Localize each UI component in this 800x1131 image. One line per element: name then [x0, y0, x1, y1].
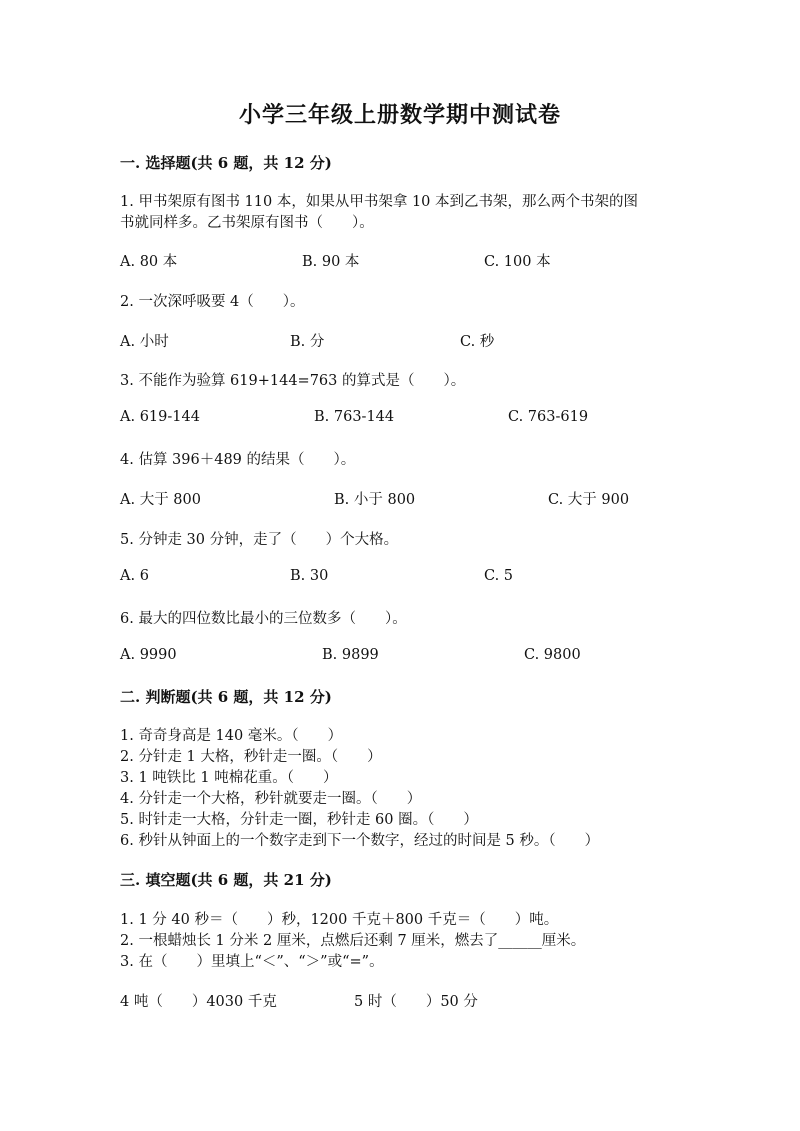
compare-item: 4 吨（ ）4030 千克 [120, 994, 277, 1010]
option-c: C. 秒 [460, 334, 495, 350]
fill-item: 2. 一根蜡烛长 1 分米 2 厘米，点燃后还剩 7 厘米，燃去了______厘米。 [120, 933, 586, 949]
question-1-line2: 书就同样多。乙书架原有图书（ ）。 [120, 215, 374, 231]
option-c: C. 9800 [524, 647, 581, 663]
option-b: B. 小于 800 [334, 492, 416, 508]
judgment-item: 1. 奇奇身高是 140 毫米。（ ） [120, 728, 343, 744]
judgment-item: 3. 1 吨铁比 1 吨棉花重。（ ） [120, 770, 338, 786]
section-heading-judgment: 二. 判断题(共 6 题，共 12 分) [120, 688, 332, 706]
question-6: 6. 最大的四位数比最小的三位数多（ ）。 [120, 611, 407, 627]
judgment-item: 2. 分针走 1 大格，秒针走一圈。（ ） [120, 749, 382, 765]
question-4: 4. 估算 396＋489 的结果（ ）。 [120, 452, 356, 468]
option-a: A. 大于 800 [120, 492, 201, 508]
option-b: B. 90 本 [302, 254, 360, 270]
option-c: C. 100 本 [484, 254, 551, 270]
option-a: A. 小时 [120, 334, 169, 350]
fill-item: 3. 在（ ）里填上“＜”、“＞”或“=”。 [120, 954, 384, 970]
option-b: B. 763-144 [314, 409, 395, 425]
question-5: 5. 分钟走 30 分钟，走了（ ）个大格。 [120, 532, 399, 548]
judgment-item: 6. 秒针从钟面上的一个数字走到下一个数字，经过的时间是 5 秒。（ ） [120, 833, 600, 849]
option-a: A. 6 [120, 568, 149, 584]
compare-item: 5 时（ ）50 分 [354, 994, 478, 1010]
question-3: 3. 不能作为验算 619+144=763 的算式是（ ）。 [120, 373, 466, 389]
option-a: A. 619-144 [120, 409, 200, 425]
option-b: B. 9899 [322, 647, 379, 663]
option-b: B. 分 [290, 334, 325, 350]
judgment-item: 5. 时针走一大格，分针走一圈，秒针走 60 圈。（ ） [120, 812, 478, 828]
page-title: 小学三年级上册数学期中测试卷 [238, 102, 561, 128]
option-c: C. 763-619 [508, 409, 589, 425]
question-2: 2. 一次深呼吸要 4（ ）。 [120, 294, 305, 310]
option-b: B. 30 [290, 568, 329, 584]
fill-item: 1. 1 分 40 秒＝（ ）秒，1200 千克＋800 千克＝（ ）吨。 [120, 912, 559, 928]
question-1-line1: 1. 甲书架原有图书 110 本，如果从甲书架拿 10 本到乙书架，那么两个书架的图 [120, 194, 639, 210]
option-a: A. 9990 [120, 647, 177, 663]
option-c: C. 5 [484, 568, 514, 584]
section-heading-fill-blank: 三. 填空题(共 6 题，共 21 分) [120, 871, 332, 889]
option-a: A. 80 本 [120, 254, 178, 270]
option-c: C. 大于 900 [548, 492, 630, 508]
section-heading-choice: 一. 选择题(共 6 题，共 12 分) [120, 154, 332, 172]
judgment-item: 4. 分针走一个大格，秒针就要走一圈。（ ） [120, 791, 422, 807]
